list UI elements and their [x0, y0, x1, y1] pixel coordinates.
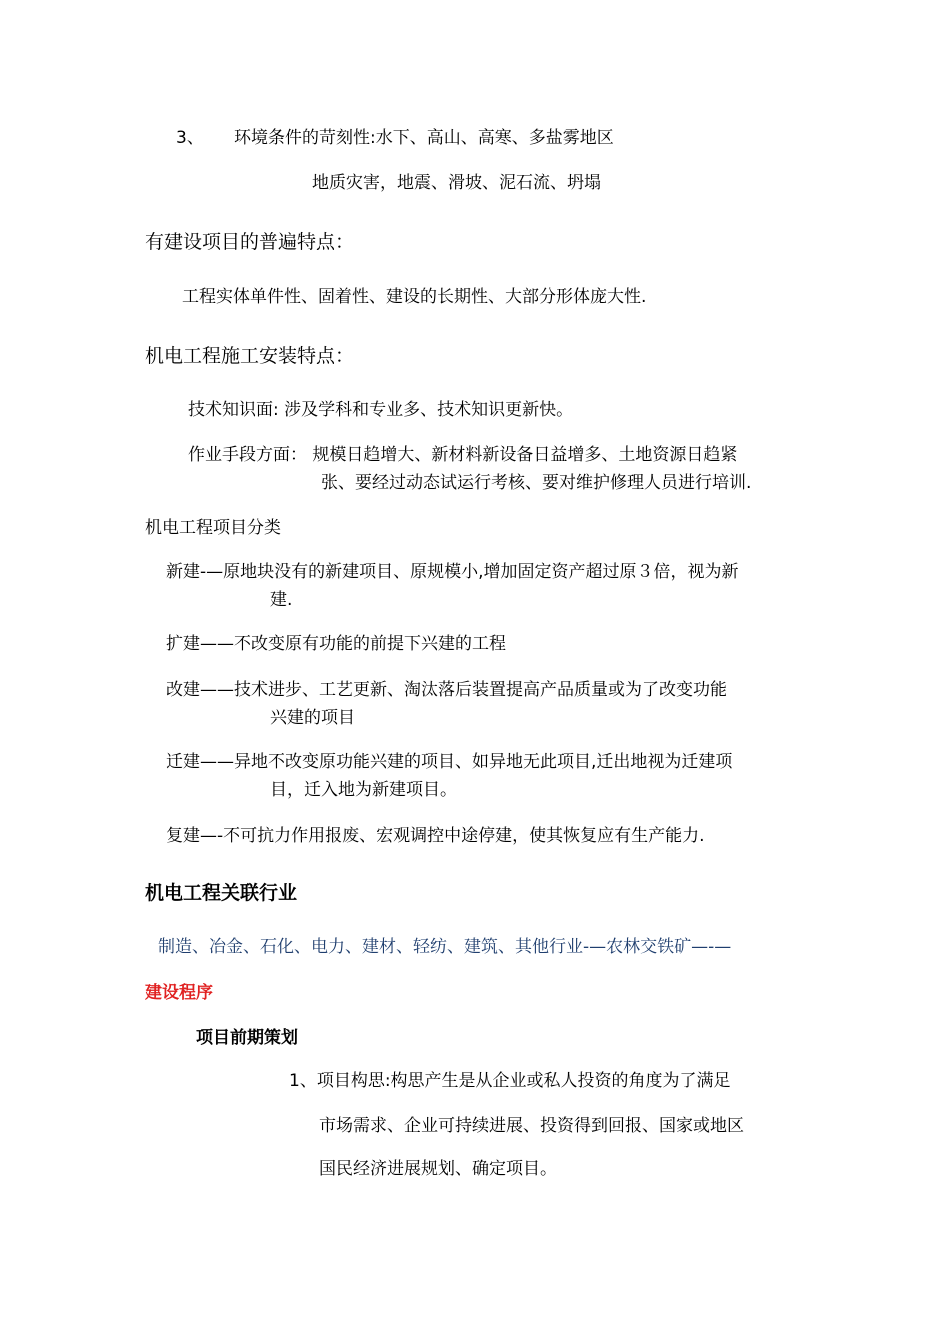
procedure-subheading: 项目前期策划	[196, 1028, 298, 1048]
procedure-item-1-line-2: 市场需求、企业可持续进展、投资得到回报、国家或地区	[319, 1116, 744, 1136]
env-number: 3、	[176, 128, 204, 148]
procedure-item-1-line-1: 1、项目构思:构思产生是从企业或私人投资的角度为了满足	[289, 1071, 731, 1091]
install-heading: 机电工程施工安装特点：	[145, 345, 355, 367]
class-new-line-2: 建.	[270, 590, 293, 610]
class-new-line-1: 新建-—原地块没有的新建项目、原规模小,增加固定资产超过原３倍，视为新	[166, 562, 739, 582]
general-heading: 有建设项目的普遍特点：	[145, 231, 355, 253]
procedure-item-1-line-3: 国民经济进展规划、确定项目。	[319, 1159, 557, 1179]
industry-heading: 机电工程关联行业	[145, 882, 298, 904]
env-text-2: 地质灾害，地震、滑坡、泥石流、坍塌	[312, 173, 601, 193]
install-item-2-line-1: 作业手段方面： 规模日趋增大、新材料新设备日益增多、土地资源日趋紧	[188, 445, 738, 465]
install-item-1: 技术知识面: 涉及学科和专业多、技术知识更新快。	[188, 400, 574, 420]
class-expand: 扩建——不改变原有功能的前提下兴建的工程	[166, 634, 506, 654]
class-rebuild-line-1: 改建——技术进步、工艺更新、淘汰落后装置提高产品质量或为了改变功能	[166, 680, 727, 700]
class-restore: 复建—-不可抗力作用报废、宏观调控中途停建，使其恢复应有生产能力.	[166, 826, 705, 846]
industry-body: 制造、冶金、石化、电力、建材、轻纺、建筑、其他行业-—农林交铁矿—-—	[158, 937, 732, 957]
class-move-line-2: 目，迁入地为新建项目。	[270, 780, 457, 800]
install-item-2-line-2: 张、要经过动态试运行考核、要对维护修理人员进行培训.	[321, 473, 752, 493]
class-rebuild-line-2: 兴建的项目	[270, 708, 355, 728]
general-body: 工程实体单件性、固着性、建设的长期性、大部分形体庞大性.	[182, 287, 647, 307]
procedure-heading: 建设程序	[145, 983, 213, 1003]
env-text: 环境条件的苛刻性:水下、高山、高寒、多盐雾地区	[234, 128, 614, 148]
classes-heading: 机电工程项目分类	[145, 518, 281, 538]
class-move-line-1: 迁建——异地不改变原功能兴建的项目、如异地无此项目,迁出地视为迁建项	[166, 752, 733, 772]
